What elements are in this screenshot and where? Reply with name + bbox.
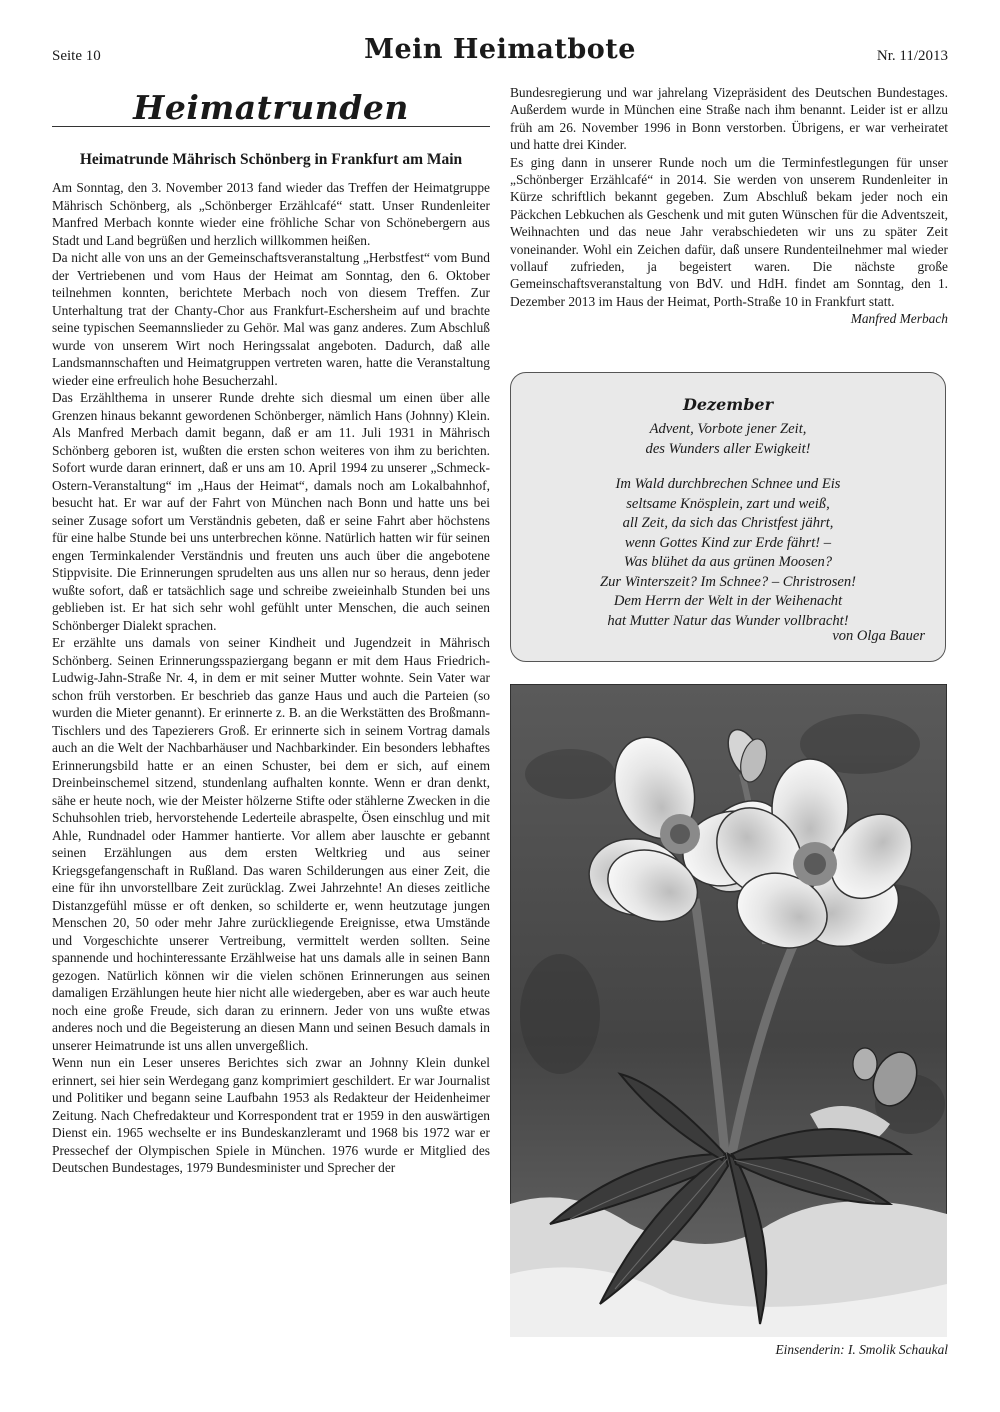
christmas-rose-illustration [510,684,947,1337]
illustration-caption: Einsenderin: I. Smolik Schaukal [775,1342,948,1357]
poem-line: hat Mutter Natur das Wunder vollbracht! [607,612,849,629]
page-number: Seite 10 [52,48,101,64]
newspaper-masthead: Mein Heimatbote [364,34,636,65]
poem-stanza [511,475,945,631]
poem-line: Im Wald durchbrechen Schnee und Eis [615,476,841,492]
paragraph: Da nicht alle von uns an der Gemeinschaftsveranstaltung „Herbstfest“ vom Bund der Vertriebenen und vom Haus der Heimat am Sonntag, den 6. Oktober teilnehmen konnten, berichtete Merbach noch von diesem Treffen. Zur Unterhaltung trat der Chanty-Chor aus Frankfurt-Eschersheim auf und brachte seine typischen Seemannslieder zu Gehör. Mal was ganz anderes. Zum Abschluß wurde von unserem Wirt noch Heringssalat angeboten. Dadurch, daß alle Landsmannschaften und Heimatgruppen vertreten waren, hatte die Veranstaltung wieder eine erfreulich hohe Besucherzahl. [52,250,490,388]
poem-line: Was blühet da aus grünen Moosen? [623,554,833,570]
paragraph: Er erzählte uns damals von seiner Kindheit und Jugendzeit in Mährisch Schönberg. Seinen Erinnerungsspaziergang begann er mit dem Haus Friedrich-Ludwig-Jahn-Straße Nr. 4, in dem er mit seiner Mutter wohnte. Sein Vater war schon früh verstorben. Er beschrieb das ganze Haus und auch die Parteien (so wurden die Mieter genannt). Er erinnerte z. B. an die Werkstätten des Broßmann-Tischlers und des Tapezierers Groß. Er erinnerte sich in seinem Vortrag damals auch an die Welt der Nachbarhäuser und Nachbarkinder. Ein besonders lebhaftes Erinnerungsbild hatte er an einen Schuster, bei dem er sich, auf einem Dreinbeinschemel sitzend, stundenlang aufhalten konnte. Wenn er dran denkt, sähe er heute noch, wie der Meister hölzerne Stifte oder stählerne Zwecken in die Schuhsohlen trieb, hervorstehende Lederteile abraspelte, Ösen einschlug und mit Ahle, Rundnadel oder Hammer hantierte. Vor allem aber lauschte er gebannt seinen Erzählungen aus dem ersten Weltkrieg und aus seiner Kriegsgefangenschaft in Rußland. Das waren Schilderungen aus einer Zeit, die eine für ihn unvorstellbare Zeit zurücklag. Zwei Jahrzehnte! An dieses zeitliche Distanzgefühl müsse er oft denken, so schilderte er, wenn heutzutage jungen Menschen 20, 50 oder mehr Jahre zurückliegende Ereignisse, etwa Umstände und Vorgeschichte unserer Vertreibung, vermittelt werden sollten. Seine spannende und hochinteressante Erzählweise hat uns damals alle in seinen Bann gezogen. Natürlich können wir die vielen schönen Erinnerungen aus seinen damaligen Erzählungen heute hier nicht alle wiedergeben, aber es war auch heute noch eine große Freude, sich daran zu erinnern. Jeder von uns wußte etwas anderes noch und die Begeisterung an diesen Mann und seinen Besuch damals in unserer Heimatrunde ist uns allen unvergeßlich. [52,635,490,1053]
article-body-left [52,179,490,1177]
poem-line: seltsame Knösplein, zart und weiß, [626,495,830,512]
paragraph: Bundesregierung und war jahrelang Vizepräsident des Deutschen Bundestages. Außerdem wurde in München eine Straße nach ihm benannt. Leider ist er allzu früh am 26. November 1996 in Bonn verstorben. Übrigens, er war verheiratet und hatte drei Kinder. [510,85,948,153]
poem-line: all Zeit, da sich das Christfest jährt, [622,515,834,531]
article-headline: Heimatrunde Mährisch Schönberg in Frankfurt am Main [79,151,463,168]
paragraph: Am Sonntag, den 3. November 2013 fand wieder das Treffen der Heimatgruppe Mährisch Schönberg, als „Schönberger Erzählcafé“ statt. Unser Rundenleiter Manfred Merbach konnte wieder eine fröhliche Schar von Schönebergern aus Stadt und Land begrüßen und herzlich willkommen heißen. [52,180,490,248]
section-title [52,84,490,127]
right-column [510,84,948,327]
poem-stanza [511,420,945,459]
poem-line: wenn Gottes Kind zur Erde fährt! – [624,534,832,551]
poem-box [510,372,946,662]
poem-author: von Olga Bauer [832,628,925,644]
poem-line: Dem Herrn der Welt in der Weihenacht [613,593,843,609]
article-author: Manfred Merbach [850,311,948,327]
paragraph: Das Erzählthema in unserer Runde drehte sich diesmal um einen über alle Grenzen hinaus bekannt gewordenen Schönberger, nämlich Hans (Johnny) Klein. Als Manfred Merbach damit begann, daß er am 11. Juli 1931 in Mährisch Schönberg geboren ist, wußten die ersten schon weiteres von ihm zu berichten. Sofort wurde daran erinnert, daß er uns am 10. April 1994 zu unserer „Schmeck-Ostern-Veranstaltung“ im „Haus der Heimat“, damals noch am Lokalbahnhof, besucht hat. Er war auf der Fahrt von München nach Bonn und hatte uns bei seiner Zusage sofort um Verständnis gebeten, daß er seine Fahrt aber höchstens für eine halbe Stunde bei uns unterbrechen könne. Natürlich hatten wir für seinen engen Terminkalender Verständnis und freuten uns auch über die angebotene Stippvisite. Die Erinnerungen sprudelten aus uns allen nur so heraus, denn jeder wußte sofort, daß er tatsächlich sage und schreibe zweieinhalb Stunden bei uns geblieben ist. Er hat sich sehr wohl gefühlt unter Menschen, die auch seinen Schönberger Dialekt sprachen. [52,390,490,633]
page-header [52,34,948,80]
left-column [52,84,490,1177]
poem-line: des Wunders aller Ewigkeit! [645,440,811,457]
section-title-text: Heimatrunden [133,88,409,127]
paragraph: Es ging dann in unserer Runde noch um die Terminfestlegungen für unser „Schönberger Erzählcafé“ in 2014. Sie werden von unserem Rundenleiter in Kürze schriftlich bekannt gegeben. Zum Abschluß bekam jeder noch ein Päckchen Lebkuchen als Geschenk und mit guten Wünschen für die Adventszeit, Weihnachten und das neue Jahr verabschiedeten wir uns zu später Zeit voneinander. Wohl ein Zeichen dafür, daß unsere Rundenteilnehmer mal wieder vollauf zufrieden, ja begeistert waren. Die nächste große Gemeinschaftsveranstaltung von BdV. und HdH. findet am Sonntag, den 1. Dezember 2013 im Haus der Heimat, Porth-Straße 10 in Frankfurt statt. [510,154,948,309]
paragraph: Wenn nun ein Leser unseres Berichtes sich zwar an Johnny Klein dunkel erinnert, sei hier sein Werdegang ganz komprimiert geschildert. Er war Journalist und Politiker und begann seine Laufbahn 1953 als Redakteur der Heidenheimer Zeitung. Nach Chefredakteur und Korrespondent trat er 1959 in den auswärtigen Dienst ein. 1965 wechselte er ins Bundeskanzleramt und 1968 bis 1972 war er Pressechef der Olympischen Spiele in München. 1976 wurde er Mitglied des Deutschen Bundestages, 1979 Bundesminister und Sprecher der [52,1055,490,1175]
issue-number: Nr. 11/2013 [876,48,948,64]
article-body-right [510,84,948,310]
poem-line: Zur Winterszeit? Im Schnee? – Christrosen! [599,573,857,590]
poem-title: Dezember [682,395,774,414]
poem-line: Advent, Vorbote jener Zeit, [649,421,807,437]
